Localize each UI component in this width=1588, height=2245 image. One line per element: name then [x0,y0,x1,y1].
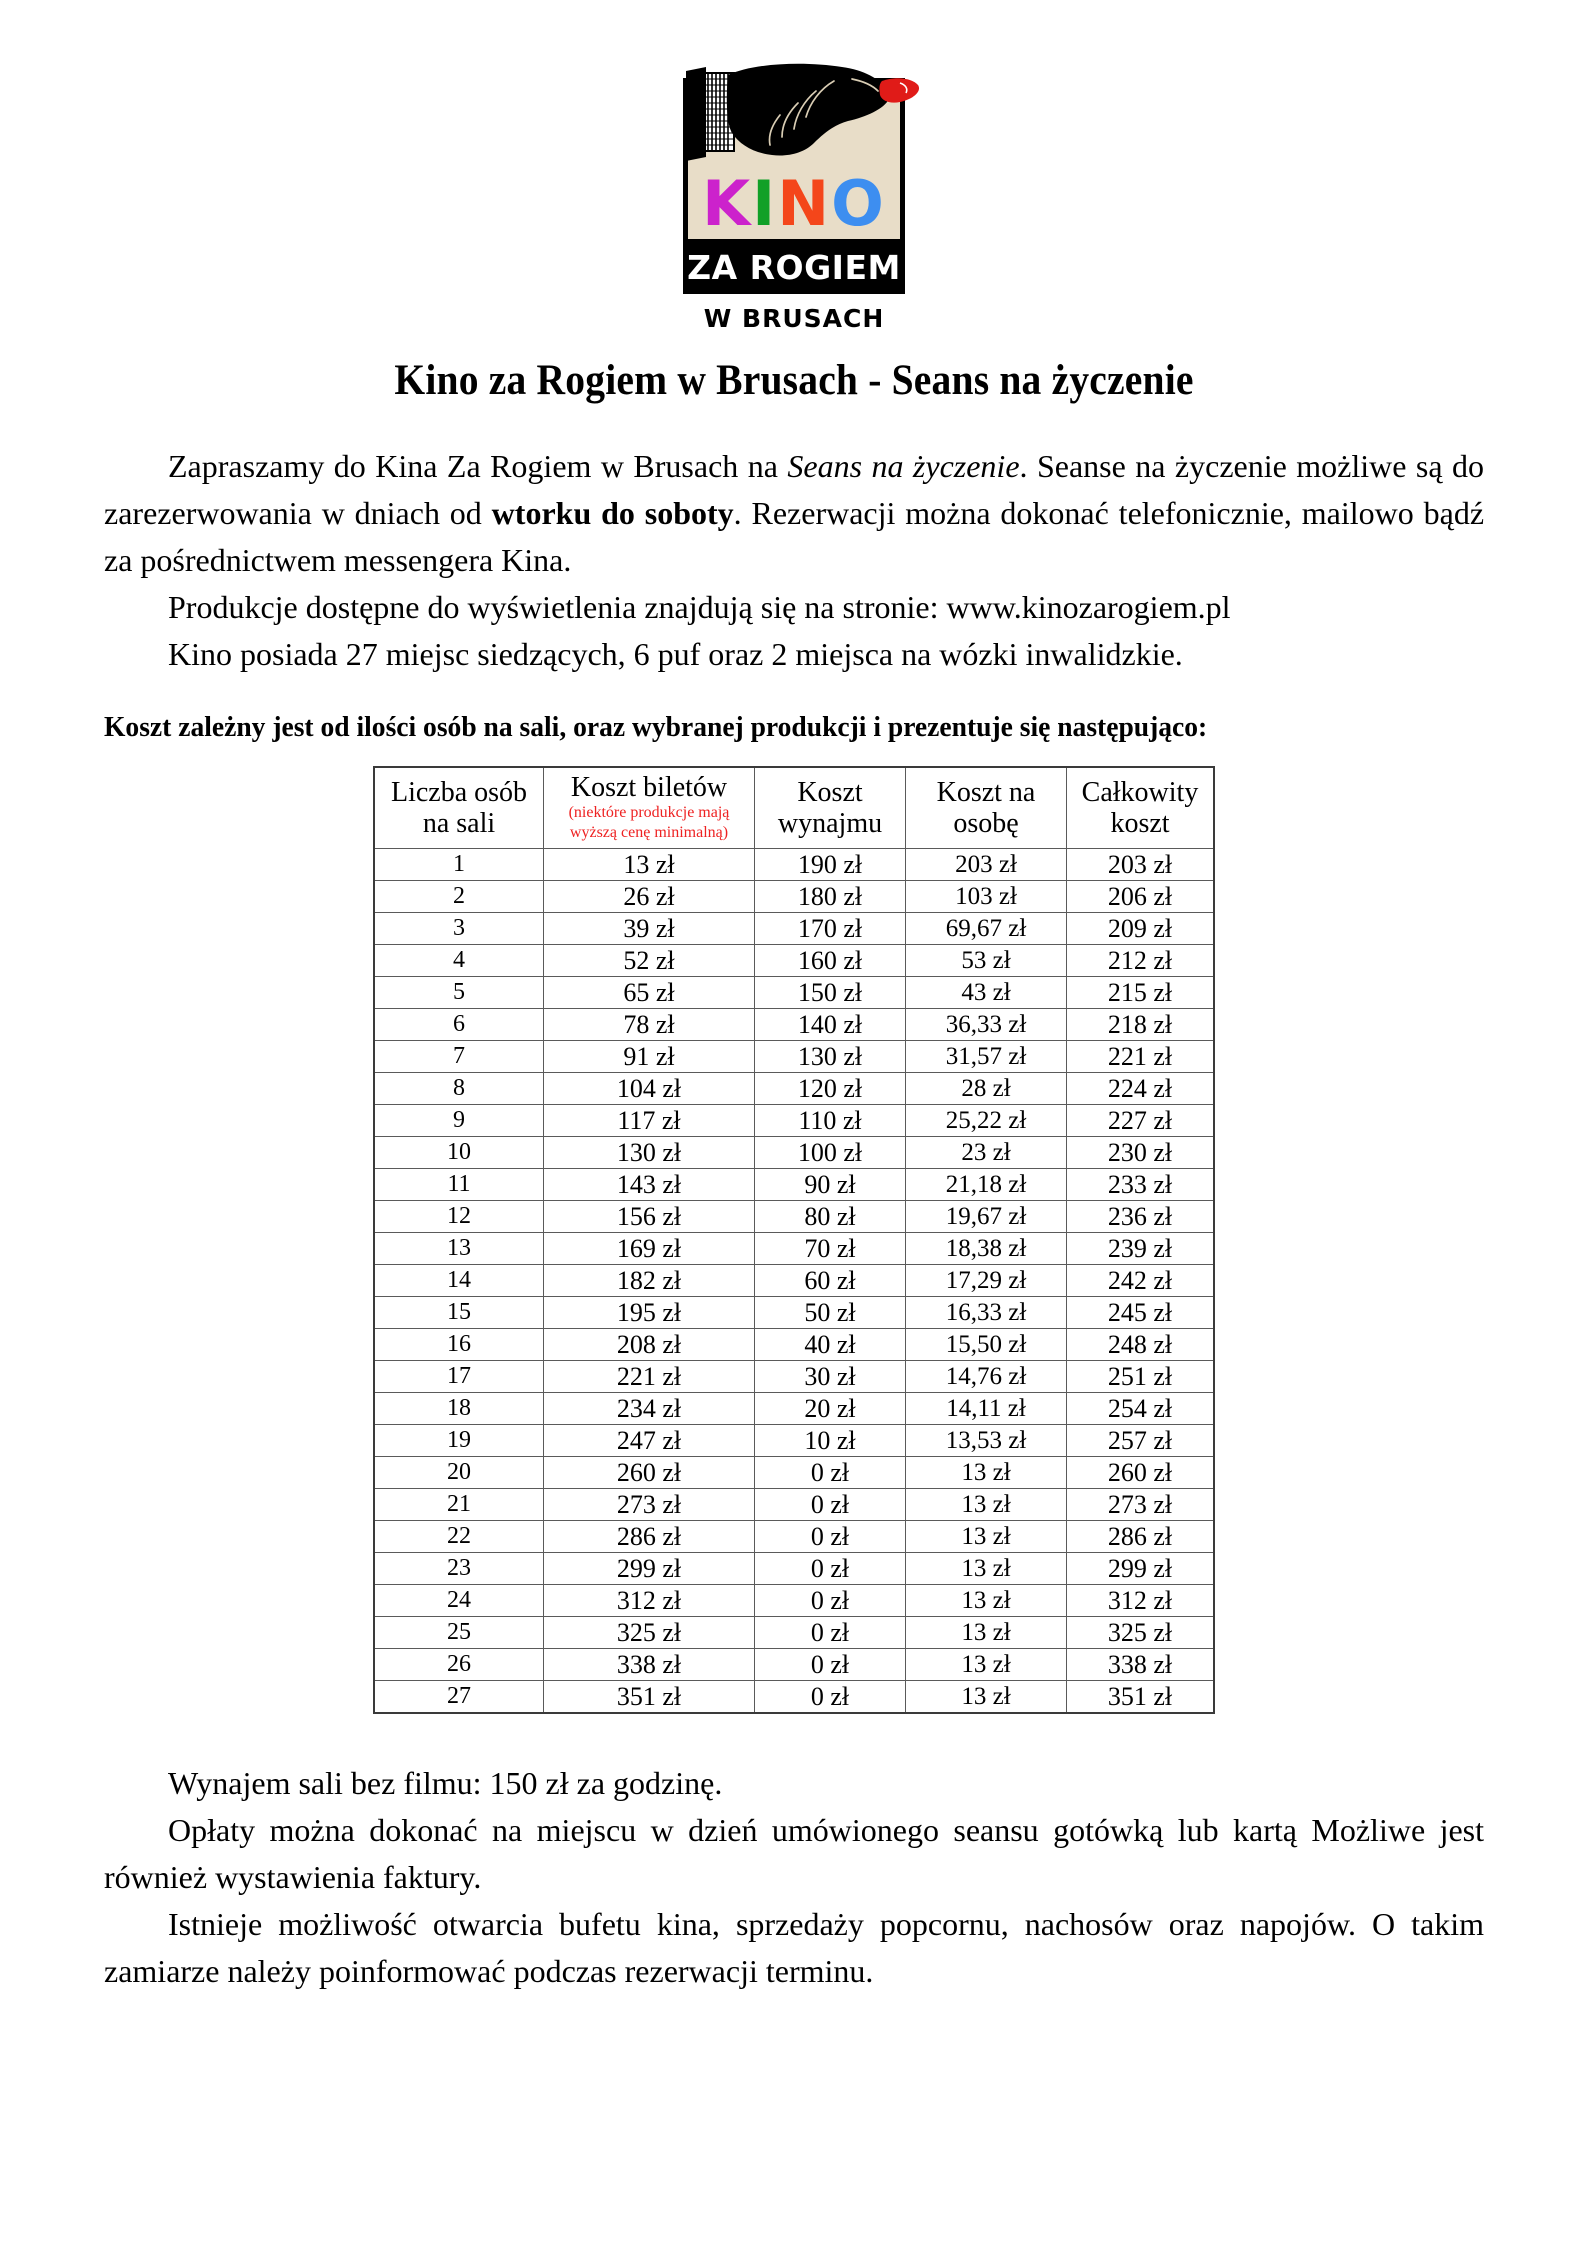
cell-per-person: 14,11 zł [906,1393,1067,1425]
cell-total: 233 zł [1067,1169,1215,1201]
cell-people: 6 [374,1009,544,1041]
table-lead-text: Koszt zależny jest od ilości osób na sali, oraz wybranej produkcji i prezentuje się następująco: [104,711,1208,743]
cell-people: 1 [374,849,544,881]
price-table-container [104,766,1484,1714]
cell-rent: 10 zł [755,1425,906,1457]
cell-tickets: 65 zł [544,977,755,1009]
intro-section [104,443,1484,678]
cell-total: 215 zł [1067,977,1215,1009]
cell-total: 212 zł [1067,945,1215,977]
footer-section [104,1760,1484,1995]
logo-banner-za-rogiem: ZA ROGIEM [683,244,905,294]
cell-tickets: 351 zł [544,1681,755,1714]
cell-total: 351 zł [1067,1681,1215,1714]
table-row [374,913,1214,945]
logo-letter-k: K [702,167,753,240]
cell-tickets: 273 zł [544,1489,755,1521]
cell-total: 206 zł [1067,881,1215,913]
header-rent: Koszt wynajmu [755,767,906,849]
cell-tickets: 338 zł [544,1649,755,1681]
cell-people: 10 [374,1137,544,1169]
table-row [374,1425,1214,1457]
cell-people: 7 [374,1041,544,1073]
cell-rent: 70 zł [755,1233,906,1265]
cell-rent: 130 zł [755,1041,906,1073]
table-row [374,1169,1214,1201]
cell-tickets: 117 zł [544,1105,755,1137]
cell-people: 19 [374,1425,544,1457]
cell-total: 251 zł [1067,1361,1215,1393]
cell-people: 26 [374,1649,544,1681]
cell-tickets: 143 zł [544,1169,755,1201]
table-row [374,1265,1214,1297]
cell-rent: 170 zł [755,913,906,945]
cell-per-person: 13 zł [906,1521,1067,1553]
footer-paragraph-2: Opłaty można dokonać na miejscu w dzień umówionego seansu gotówką lub kartą Możliwe jest również wystawienia faktury. [104,1812,1484,1895]
table-row [374,977,1214,1009]
cell-total: 218 zł [1067,1009,1215,1041]
cell-people: 8 [374,1073,544,1105]
cell-rent: 40 zł [755,1329,906,1361]
cell-rent: 0 zł [755,1553,906,1585]
table-row [374,1489,1214,1521]
cell-tickets: 39 zł [544,913,755,945]
cell-rent: 100 zł [755,1137,906,1169]
cell-per-person: 13 zł [906,1617,1067,1649]
table-row [374,1073,1214,1105]
cell-people: 21 [374,1489,544,1521]
cell-tickets: 221 zł [544,1361,755,1393]
cinema-logo [104,0,1484,333]
cell-per-person: 14,76 zł [906,1361,1067,1393]
cell-rent: 30 zł [755,1361,906,1393]
cell-people: 13 [374,1233,544,1265]
intro-p1-part-a: Zapraszamy do Kina Za Rogiem w Brusach na [168,448,788,484]
intro-paragraph-2: Produkcje dostępne do wyświetlenia znajdują się na stronie: www.kinozarogiem.pl [168,589,1231,625]
cell-rent: 0 zł [755,1489,906,1521]
intro-p1-part-b: . Seanse na życzenie możliwe są do zarezerwowania w dniach od [104,448,1485,531]
logo-wordmark [688,167,900,240]
cell-tickets: 156 zł [544,1201,755,1233]
cell-total: 242 zł [1067,1265,1215,1297]
table-row [374,1617,1214,1649]
cell-people: 16 [374,1329,544,1361]
table-row [374,1297,1214,1329]
cell-people: 23 [374,1553,544,1585]
logo-letter-n: N [777,167,832,240]
cell-rent: 0 zł [755,1457,906,1489]
intro-p1-italic: Seans na życzenie [787,448,1020,484]
intro-p1-part-c: . Rezerwacji można dokonać telefonicznie, mailowo bądź za pośrednictwem messengera Kina. [104,495,1485,578]
cell-total: 236 zł [1067,1201,1215,1233]
cell-per-person: 18,38 zł [906,1233,1067,1265]
cell-rent: 0 zł [755,1681,906,1714]
logo-plaque [683,78,905,244]
cell-total: 239 zł [1067,1233,1215,1265]
cell-tickets: 182 zł [544,1265,755,1297]
cell-people: 18 [374,1393,544,1425]
cell-tickets: 208 zł [544,1329,755,1361]
table-row [374,1233,1214,1265]
cell-tickets: 234 zł [544,1393,755,1425]
cell-total: 299 zł [1067,1553,1215,1585]
cell-per-person: 43 zł [906,977,1067,1009]
cell-total: 248 zł [1067,1329,1215,1361]
cell-tickets: 52 zł [544,945,755,977]
header-tickets [544,767,755,849]
footer-paragraph-3: Istnieje możliwość otwarcia bufetu kina, sprzedaży popcornu, nachosów oraz napojów. O takim zamiarze należy poinformować podczas rezerwacji terminu. [104,1906,1484,1989]
cell-rent: 0 zł [755,1521,906,1553]
cell-rent: 190 zł [755,849,906,881]
cell-people: 11 [374,1169,544,1201]
table-row [374,1137,1214,1169]
cell-tickets: 299 zł [544,1553,755,1585]
footer-paragraph-1: Wynajem sali bez filmu: 150 zł za godzinę. [168,1765,723,1801]
price-table-head [374,767,1214,849]
cell-people: 12 [374,1201,544,1233]
cell-people: 5 [374,977,544,1009]
cell-per-person: 25,22 zł [906,1105,1067,1137]
cell-people: 9 [374,1105,544,1137]
table-row [374,1201,1214,1233]
cell-per-person: 103 zł [906,881,1067,913]
cell-rent: 90 zł [755,1169,906,1201]
cell-total: 257 zł [1067,1425,1215,1457]
cell-rent: 150 zł [755,977,906,1009]
cell-total: 230 zł [1067,1137,1215,1169]
cell-total: 273 zł [1067,1489,1215,1521]
header-per-person: Koszt na osobę [906,767,1067,849]
table-row [374,1521,1214,1553]
logo-letter-o: O [831,167,886,240]
cell-total: 338 zł [1067,1649,1215,1681]
pointing-hand-icon [684,59,922,167]
cell-per-person: 13,53 zł [906,1425,1067,1457]
cell-total: 227 zł [1067,1105,1215,1137]
cell-total: 286 zł [1067,1521,1215,1553]
cell-total: 312 zł [1067,1585,1215,1617]
cell-total: 203 zł [1067,849,1215,881]
cell-tickets: 130 zł [544,1137,755,1169]
cell-per-person: 13 zł [906,1553,1067,1585]
cell-people: 24 [374,1585,544,1617]
header-tickets-note: (niektóre produkcje mają wyższą cenę minimalną) [568,804,730,841]
cell-rent: 20 zł [755,1393,906,1425]
cell-people: 14 [374,1265,544,1297]
cell-total: 221 zł [1067,1041,1215,1073]
cell-rent: 0 zł [755,1649,906,1681]
cell-tickets: 13 zł [544,849,755,881]
cell-total: 245 zł [1067,1297,1215,1329]
logo-card [683,78,905,294]
cell-per-person: 17,29 zł [906,1265,1067,1297]
table-row [374,1009,1214,1041]
cell-per-person: 203 zł [906,849,1067,881]
intro-paragraph-3: Kino posiada 27 miejsc siedzących, 6 puf oraz 2 miejsca na wózki inwalidzkie. [168,636,1183,672]
cell-tickets: 91 zł [544,1041,755,1073]
cell-people: 17 [374,1361,544,1393]
cell-per-person: 13 zł [906,1457,1067,1489]
cell-total: 224 zł [1067,1073,1215,1105]
cell-people: 27 [374,1681,544,1714]
header-tickets-label: Koszt biletów [570,772,728,803]
cell-per-person: 28 zł [906,1073,1067,1105]
cell-total: 254 zł [1067,1393,1215,1425]
header-total: Całkowity koszt [1067,767,1215,849]
page-title: Kino za Rogiem w Brusach - Seans na życzenie [394,357,1194,404]
cell-rent: 180 zł [755,881,906,913]
cell-per-person: 13 zł [906,1681,1067,1714]
cell-tickets: 78 zł [544,1009,755,1041]
cell-rent: 80 zł [755,1201,906,1233]
cell-per-person: 13 zł [906,1649,1067,1681]
cell-rent: 0 zł [755,1585,906,1617]
table-row [374,881,1214,913]
intro-paragraph-1 [104,443,1484,584]
intro-p1-bold: wtorku do soboty [491,495,734,531]
cell-people: 2 [374,881,544,913]
cell-tickets: 312 zł [544,1585,755,1617]
cell-people: 22 [374,1521,544,1553]
cell-tickets: 26 zł [544,881,755,913]
cell-people: 25 [374,1617,544,1649]
cell-rent: 140 zł [755,1009,906,1041]
cell-rent: 120 zł [755,1073,906,1105]
cell-tickets: 247 zł [544,1425,755,1457]
cell-total: 209 zł [1067,913,1215,945]
cell-per-person: 53 zł [906,945,1067,977]
cell-people: 4 [374,945,544,977]
table-row [374,1361,1214,1393]
table-row [374,849,1214,881]
cell-rent: 160 zł [755,945,906,977]
table-row [374,1585,1214,1617]
cell-people: 3 [374,913,544,945]
cell-per-person: 13 zł [906,1585,1067,1617]
cell-per-person: 36,33 zł [906,1009,1067,1041]
table-row [374,1681,1214,1714]
cell-rent: 50 zł [755,1297,906,1329]
cell-per-person: 13 zł [906,1489,1067,1521]
cell-tickets: 260 zł [544,1457,755,1489]
cell-total: 260 zł [1067,1457,1215,1489]
table-row [374,1649,1214,1681]
cell-tickets: 286 zł [544,1521,755,1553]
cell-per-person: 69,67 zł [906,913,1067,945]
cell-rent: 60 zł [755,1265,906,1297]
cell-per-person: 19,67 zł [906,1201,1067,1233]
cell-per-person: 16,33 zł [906,1297,1067,1329]
cell-total: 325 zł [1067,1617,1215,1649]
cell-tickets: 195 zł [544,1297,755,1329]
logo-letter-i: I [752,167,778,240]
table-row [374,1329,1214,1361]
logo-location-label: W BRUSACH [703,304,885,333]
cell-people: 20 [374,1457,544,1489]
table-header-row [374,767,1214,849]
cell-per-person: 31,57 zł [906,1041,1067,1073]
cell-tickets: 325 zł [544,1617,755,1649]
cell-tickets: 169 zł [544,1233,755,1265]
price-table [373,766,1215,1714]
cell-per-person: 15,50 zł [906,1329,1067,1361]
cell-people: 15 [374,1297,544,1329]
table-row [374,1105,1214,1137]
price-table-body [374,849,1214,1714]
table-row [374,1041,1214,1073]
cell-per-person: 21,18 zł [906,1169,1067,1201]
table-row [374,1553,1214,1585]
cell-tickets: 104 zł [544,1073,755,1105]
cell-rent: 110 zł [755,1105,906,1137]
table-row [374,945,1214,977]
header-people: Liczba osób na sali [374,767,544,849]
cell-per-person: 23 zł [906,1137,1067,1169]
table-row [374,1457,1214,1489]
table-row [374,1393,1214,1425]
cell-rent: 0 zł [755,1617,906,1649]
